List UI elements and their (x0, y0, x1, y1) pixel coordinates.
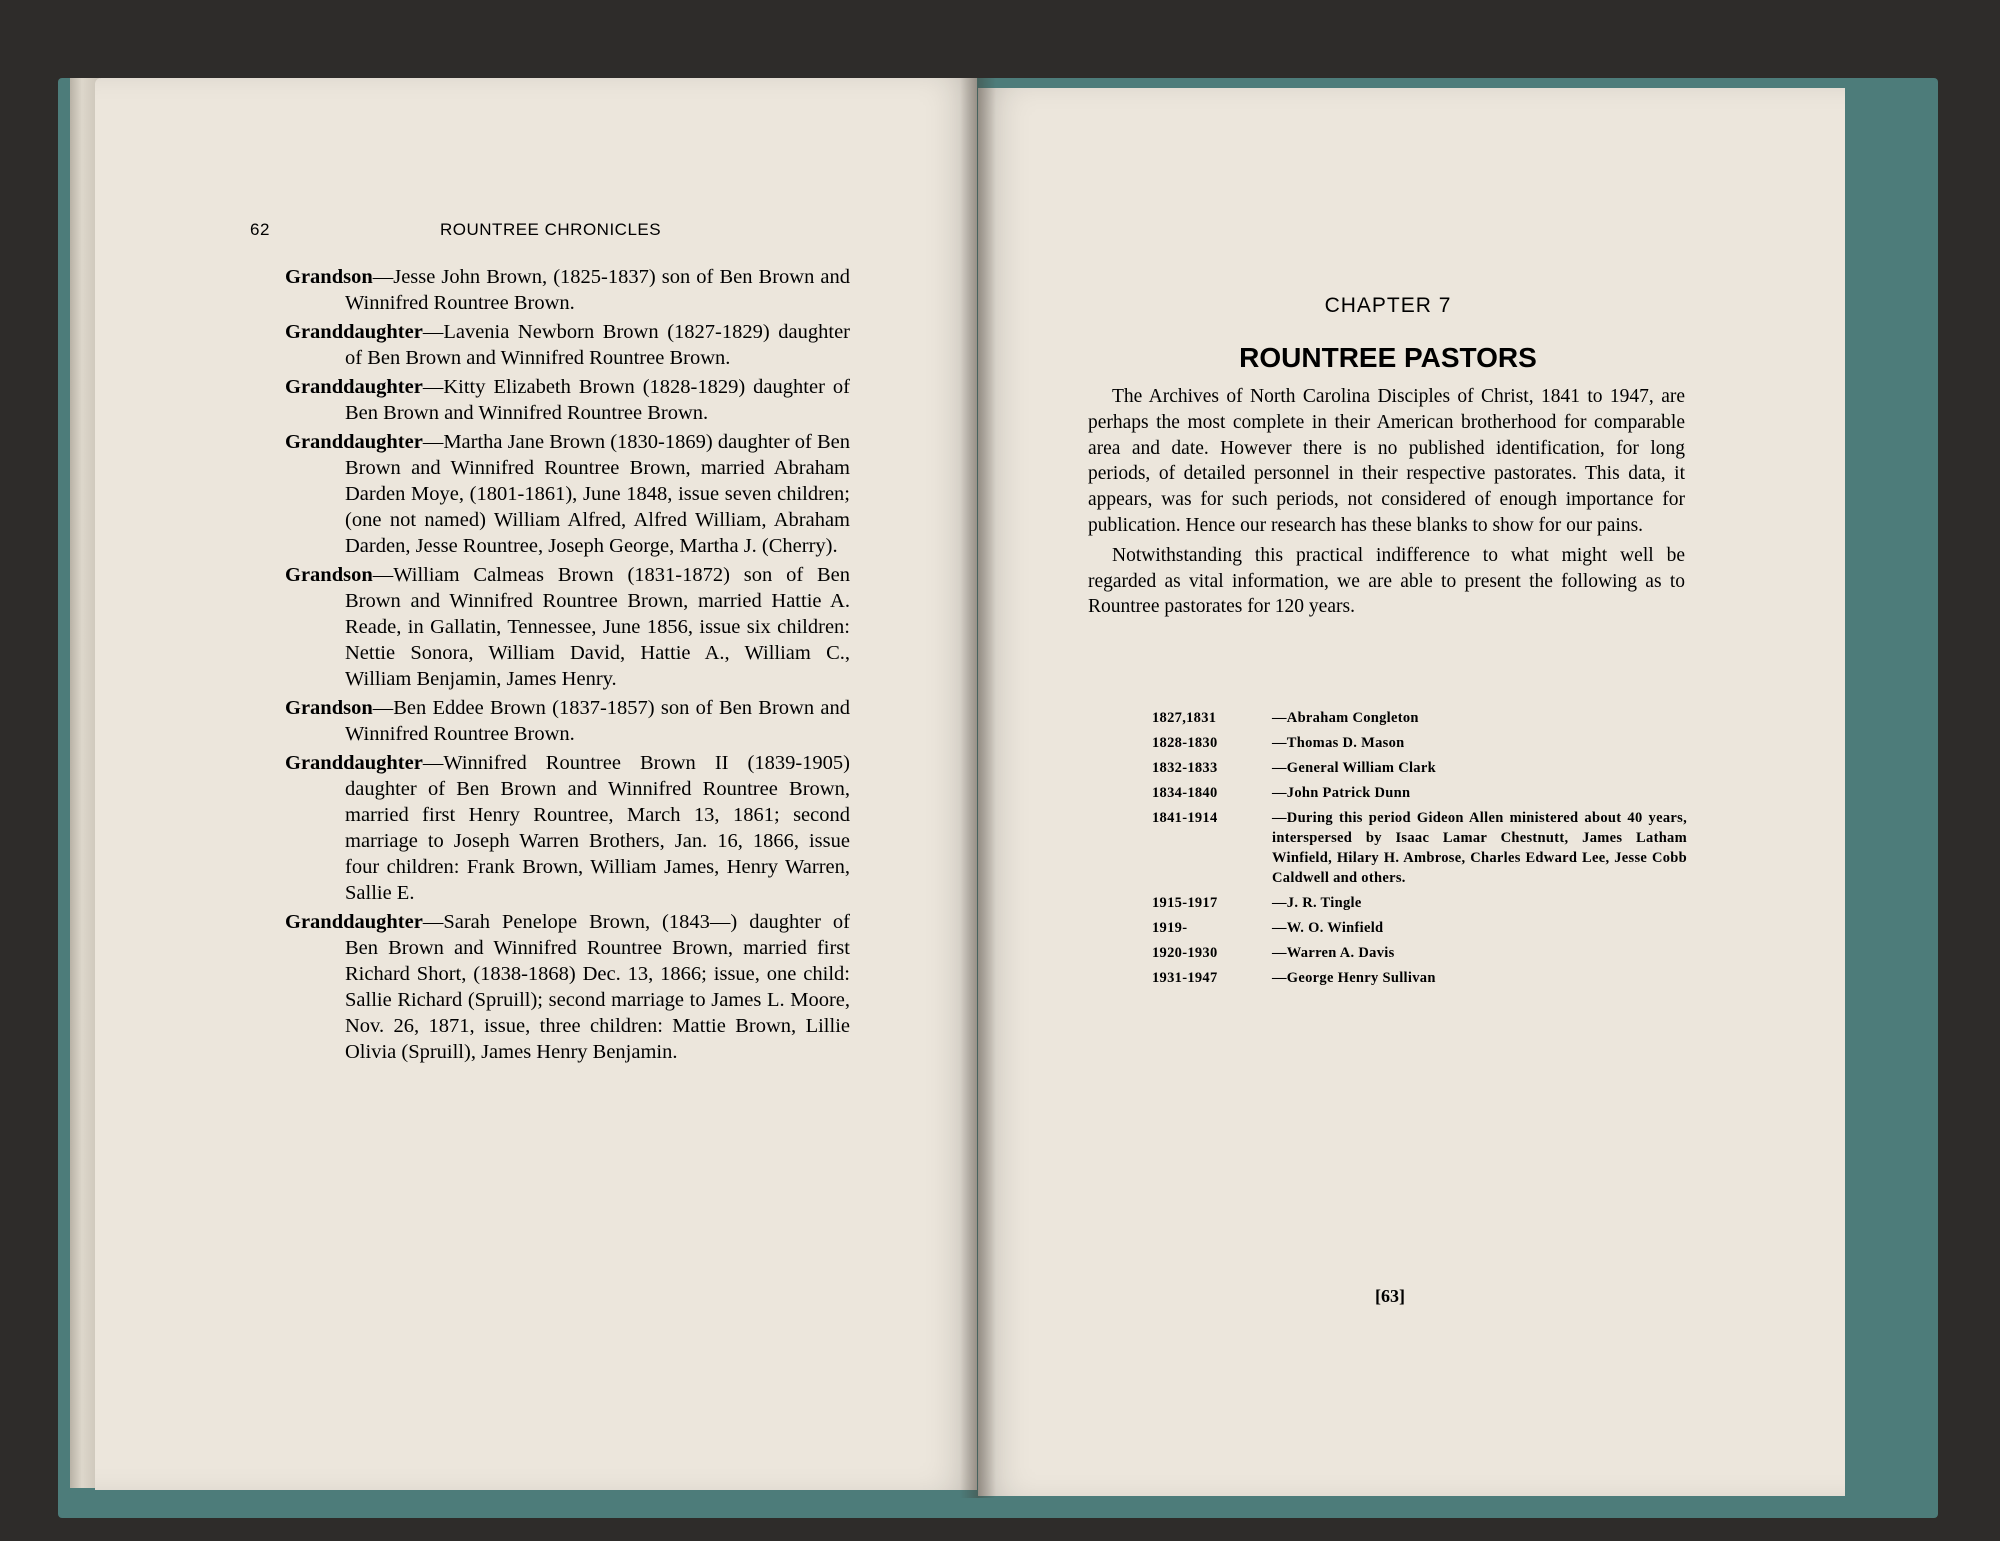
pastor-name: —J. R. Tingle (1272, 895, 1362, 911)
pastor-row (1152, 808, 1687, 888)
pastor-name: —Thomas D. Mason (1272, 735, 1405, 751)
right-page-number: [63] (1375, 1286, 1405, 1306)
pastor-row (1152, 733, 1687, 753)
pastor-years: 1919- (1152, 920, 1188, 936)
entry-text: —Lavenia Newborn Brown (1827-1829) daughter of Ben Brown and Winnifred Rountree Brown. (345, 321, 850, 369)
pastor-name: —General William Clark (1272, 760, 1436, 776)
pastor-row (1152, 893, 1687, 913)
entry-text: —Ben Eddee Brown (1837-1857) son of Ben Brown and Winnifred Rountree Brown. (345, 697, 850, 745)
entry-text: —Jesse John Brown, (1825-1837) son of Ben Brown and Winnifred Rountree Brown. (345, 266, 850, 314)
pastor-name: —W. O. Winfield (1272, 920, 1384, 936)
running-head-title: ROUNTREE CHRONICLES (440, 220, 662, 239)
genealogy-entry (285, 374, 850, 426)
pastor-row (1152, 708, 1687, 728)
pastor-list (1152, 708, 1687, 993)
pastor-row (1152, 968, 1687, 988)
entry-text: —Sarah Penelope Brown, (1843—) daughter of Ben Brown and Winnifred Rountree Brown, married first Richard Short, (1838-1868) Dec. 13, 1866; issue, one child: Sallie Richard (Spruill); second marriage to James L. Moore, Nov. 26, 1871, issue, three children: Mattie Brown, Lillie Olivia (Spruill), James Henry Benjamin. (345, 911, 850, 1063)
pastor-years: 1841-1914 (1152, 810, 1218, 826)
genealogy-entry (285, 562, 850, 692)
pastor-years: 1920-1930 (1152, 945, 1218, 961)
pastor-name: —During this period Gideon Allen ministered about 40 years, interspersed by Isaac Lamar Chestnutt, James Latham Winfield, Hilary H. Ambrose, Charles Edward Lee, Jesse Cobb Caldwell and others. (1272, 810, 1687, 886)
pastor-name: —Warren A. Davis (1272, 945, 1395, 961)
chapter-prose (1088, 384, 1685, 624)
genealogy-entry (285, 429, 850, 559)
pastor-row (1152, 943, 1687, 963)
entry-text: —Winnifred Rountree Brown II (1839-1905) daughter of Ben Brown and Winnifred Rountree Brown, married first Henry Rountree, March 13, 1861; second marriage to Joseph Warren Brothers, Jan. 16, 1866, issue four children: Frank Brown, William James, Henry Warren, Sallie E. (345, 752, 850, 904)
pastor-row (1152, 783, 1687, 803)
genealogy-entry (285, 319, 850, 371)
entry-role: Granddaughter (285, 752, 423, 774)
paragraph: Notwithstanding this practical indifference to what might well be regarded as vital information, we are able to present the following as to Rountree pastorates for 120 years. (1088, 544, 1685, 618)
entry-role: Grandson (285, 266, 373, 288)
pastor-years: 1834-1840 (1152, 785, 1218, 801)
entry-text: —Martha Jane Brown (1830-1869) daughter of Ben Brown and Winnifred Rountree Brown, married Abraham Darden Moye, (1801-1861), June 1848, issue seven children; (one not named) William Alfred, Alfred William, Abraham Darden, Jesse Rountree, Joseph George, Martha J. (Cherry). (345, 431, 850, 557)
pastor-years: 1828-1830 (1152, 735, 1218, 751)
entry-role: Grandson (285, 564, 373, 586)
paragraph: The Archives of North Carolina Disciples of Christ, 1841 to 1947, are perhaps the most complete in their American brotherhood for comparable area and date. However there is no published identification, for long periods, of detailed personnel in their respective pastorates. This data, it appears, was for such periods, not considered of enough importance for publication. Hence our research has these blanks to show for our pains. (1088, 386, 1685, 536)
pastor-years: 1832-1833 (1152, 760, 1218, 776)
genealogy-entry (285, 264, 850, 316)
entry-text: —William Calmeas Brown (1831-1872) son of Ben Brown and Winnifred Rountree Brown, married Hattie A. Reade, in Gallatin, Tennessee, June 1856, issue six children: Nettie Sonora, William David, Hattie A., William C., William Benjamin, James Henry. (345, 564, 850, 690)
entry-role: Granddaughter (285, 321, 423, 343)
genealogy-entries (285, 264, 850, 1068)
genealogy-entry (285, 750, 850, 906)
entry-role: Granddaughter (285, 911, 423, 933)
pastor-name: —Abraham Congleton (1272, 710, 1419, 726)
pastor-name: —George Henry Sullivan (1272, 970, 1436, 986)
entry-text: —Kitty Elizabeth Brown (1828-1829) daughter of Ben Brown and Winnifred Rountree Brown. (345, 376, 850, 424)
pastor-years: 1931-1947 (1152, 970, 1218, 986)
pastor-years: 1915-1917 (1152, 895, 1218, 911)
book-gutter (960, 78, 996, 1498)
chapter-title: ROUNTREE PASTORS (1239, 342, 1537, 373)
genealogy-entry (285, 695, 850, 747)
pastor-name: —John Patrick Dunn (1272, 785, 1411, 801)
left-page-number: 62 (250, 220, 270, 239)
pastor-row (1152, 918, 1687, 938)
entry-role: Granddaughter (285, 376, 423, 398)
entry-role: Granddaughter (285, 431, 423, 453)
pastor-row (1152, 758, 1687, 778)
chapter-label: CHAPTER 7 (1324, 294, 1452, 317)
genealogy-entry (285, 909, 850, 1065)
entry-role: Grandson (285, 697, 373, 719)
pastor-years: 1827,1831 (1152, 710, 1217, 726)
